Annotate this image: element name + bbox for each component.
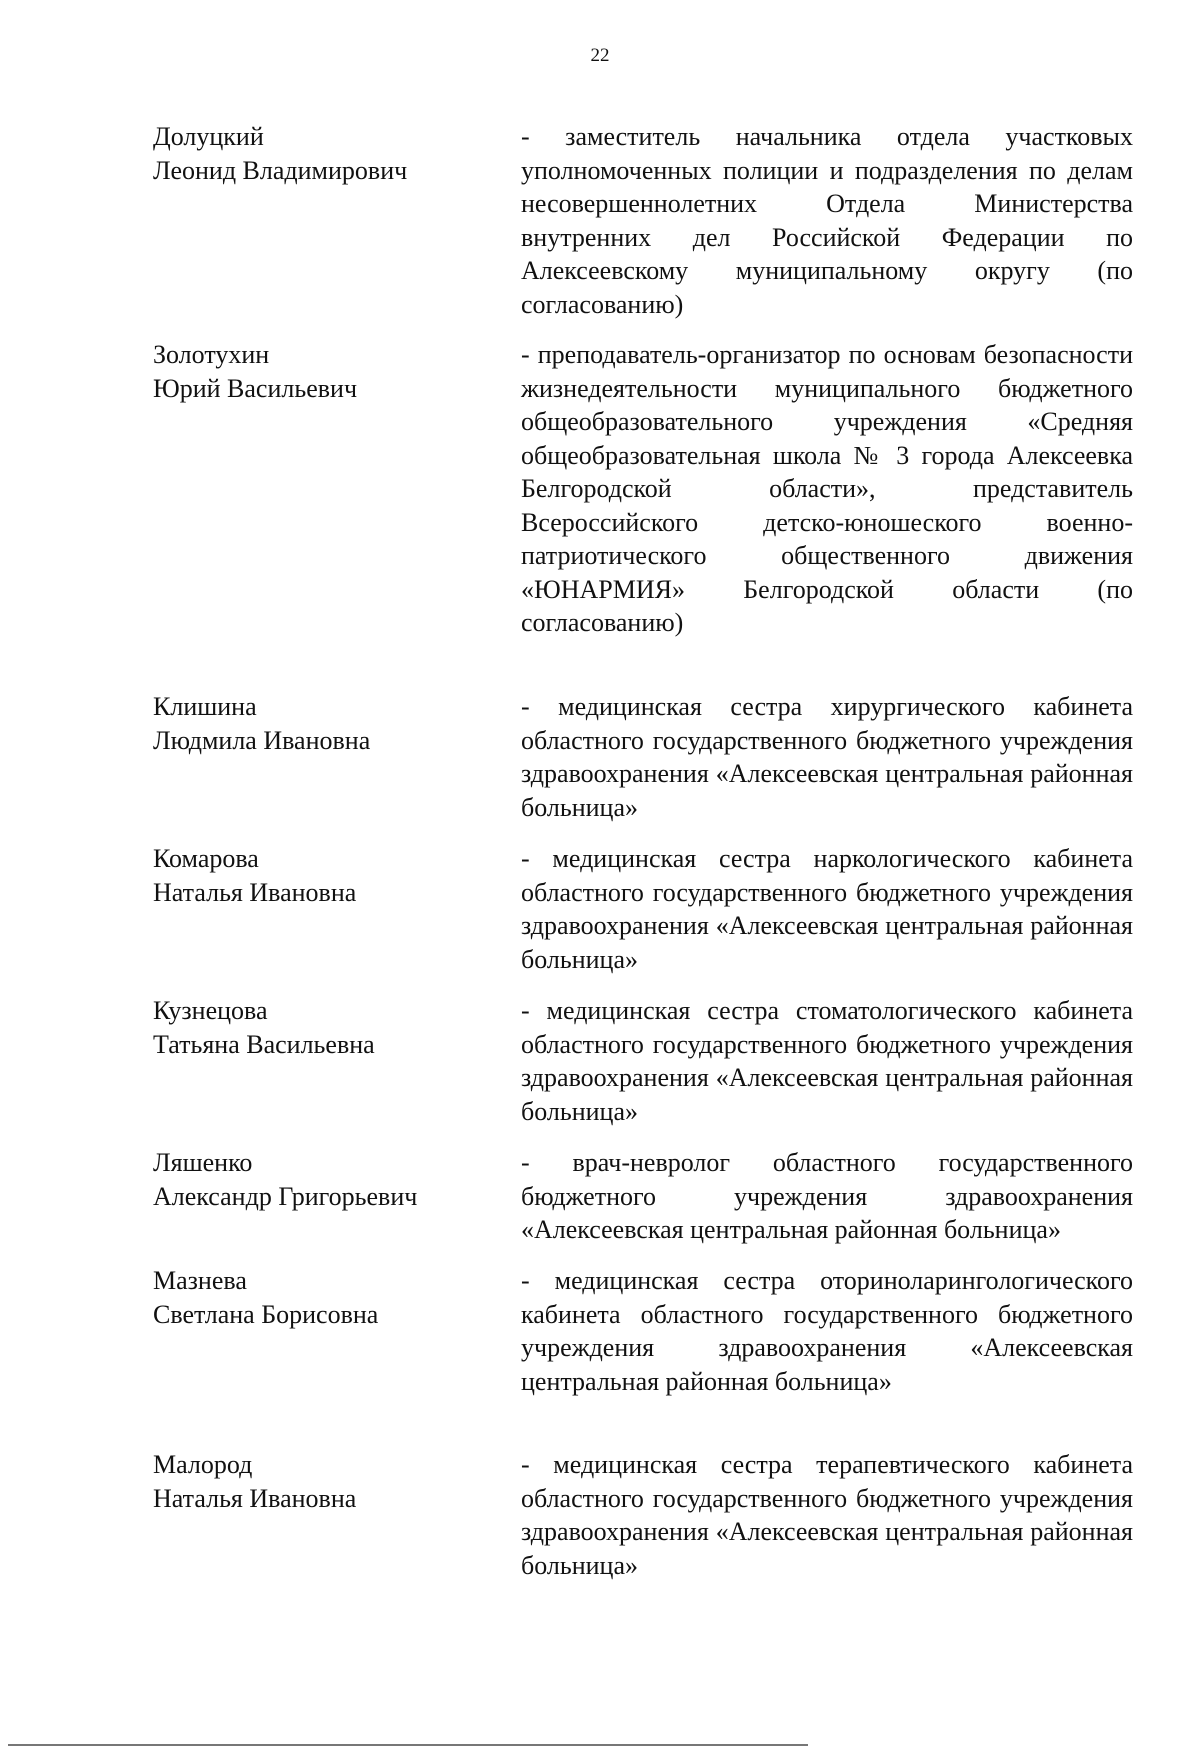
member-position: - медицинская сестра стоматологического кабинета областного государственного бюджетного учреждения здравоохранения «Алексеевская центральная районная больница» bbox=[521, 996, 1133, 1126]
member-name bbox=[153, 994, 503, 1061]
member-given-names: Наталья Ивановна bbox=[153, 1483, 357, 1513]
member-given-names: Людмила Ивановна bbox=[153, 725, 371, 755]
member-position: - медицинская сестра терапевтического кабинета областного государственного бюджетного учреждения здравоохранения «Алексеевская центральная районная больница» bbox=[521, 1450, 1133, 1580]
member-name bbox=[153, 1146, 503, 1213]
member-name bbox=[153, 1448, 503, 1515]
member-name bbox=[153, 338, 503, 405]
member-surname: Мазнева bbox=[153, 1266, 247, 1295]
page-number: 22 bbox=[590, 45, 610, 66]
member-given-names: Наталья Ивановна bbox=[153, 877, 357, 907]
member-given-names: Леонид Владимирович bbox=[153, 155, 408, 185]
member-given-names: Татьяна Васильевна bbox=[153, 1029, 375, 1059]
member-surname: Клишина bbox=[153, 692, 257, 721]
member-given-names: Светлана Борисовна bbox=[153, 1299, 379, 1329]
member-position: - врач-невролог областного государственного бюджетного учреждения здравоохранения «Алексеевская центральная районная больница» bbox=[521, 1148, 1133, 1244]
member-surname: Золотухин bbox=[153, 340, 270, 369]
member-surname: Малород bbox=[153, 1450, 253, 1479]
member-surname: Комарова bbox=[153, 844, 259, 873]
member-position: - медицинская сестра хирургического кабинета областного государственного бюджетного учреждения здравоохранения «Алексеевская центральная районная больница» bbox=[521, 692, 1133, 822]
scan-bottom-edge-line bbox=[8, 1744, 808, 1746]
member-surname: Кузнецова bbox=[153, 996, 268, 1025]
member-position: - преподаватель-организатор по основам безопасности жизнедеятельности муниципального бюджетного общеобразовательного учреждения «Средняя общеобразовательная школа № 3 города Алексеевка Белгородской области», представитель Всероссийского детско-юношеского военно-патриотического общественного движения «ЮНАРМИЯ» Белгородской области (по согласованию) bbox=[521, 340, 1133, 637]
member-given-names: Александр Григорьевич bbox=[153, 1181, 418, 1211]
member-surname: Ляшенко bbox=[153, 1148, 253, 1177]
member-position: - медицинская сестра наркологического кабинета областного государственного бюджетного учреждения здравоохранения «Алексеевская центральная районная больница» bbox=[521, 844, 1133, 974]
member-name bbox=[153, 1264, 503, 1331]
member-name bbox=[153, 690, 503, 757]
member-position: - медицинская сестра оториноларингологического кабинета областного государственного бюджетного учреждения здравоохранения «Алексеевская центральная районная больница» bbox=[521, 1266, 1133, 1396]
member-given-names: Юрий Васильевич bbox=[153, 373, 358, 403]
member-name bbox=[153, 120, 503, 187]
member-surname: Долуцкий bbox=[153, 122, 264, 151]
member-name bbox=[153, 842, 503, 909]
member-position: - заместитель начальника отдела участковых уполномоченных полиции и подразделения по делам несовершеннолетних Отдела Министерства внутренних дел Российской Федерации по Алексеевскому муниципальному округу (по согласованию) bbox=[521, 122, 1133, 319]
